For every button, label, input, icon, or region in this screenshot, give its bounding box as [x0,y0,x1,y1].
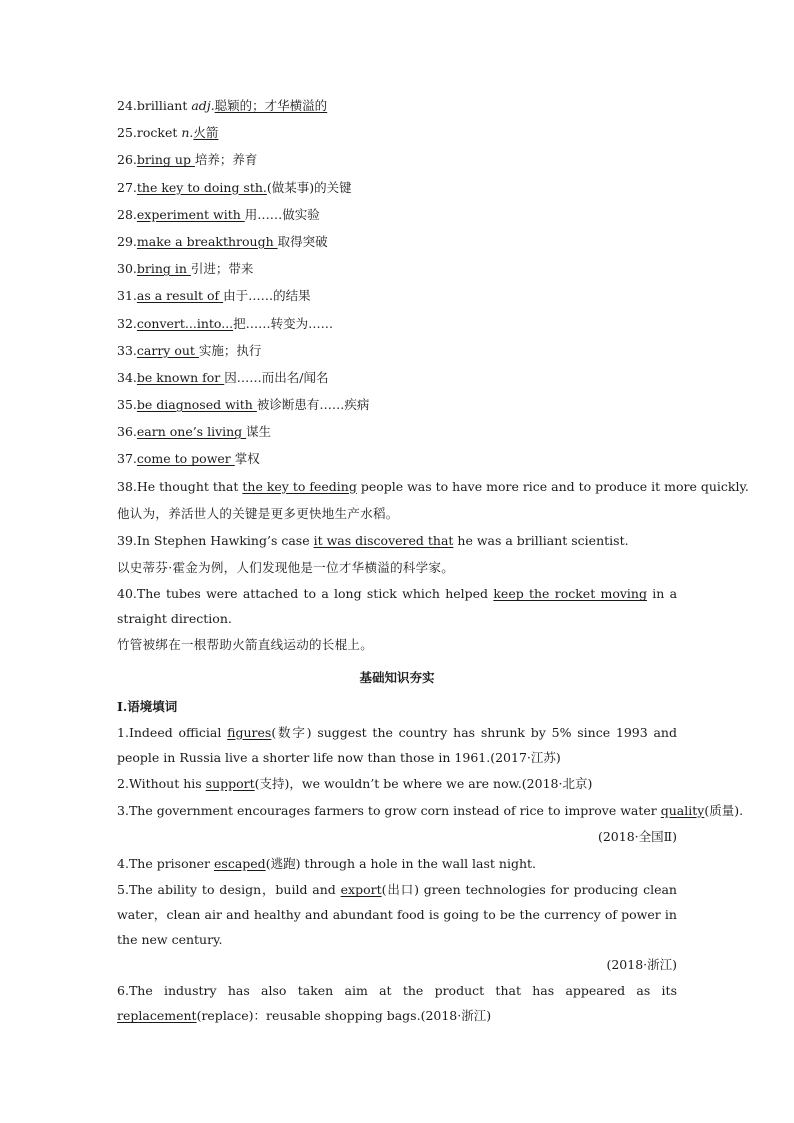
sentence-en: 38.He thought that the key to feeding people was to have more rice and to produce it more quickly. [117,478,749,494]
vocab-item: 37.come to power 掌权 [117,451,260,467]
sentence-list [117,473,749,659]
exercise-list [117,720,744,1029]
exercise-item: 3.The government encourages farmers to grow corn instead of rice to improve water quality(质量). [117,802,744,818]
vocab-item: 24.brilliant adj.聪颖的；才华横溢的 [117,98,328,113]
answer-blank: export [340,882,382,898]
section-heading: 基础知识夯实 [359,669,435,685]
answer-blank: support [205,775,255,791]
answer-blank: replacement [117,1008,197,1024]
vocab-item: 31.as a result of 由于……的结果 [117,288,311,304]
exercise-item: 4.The prisoner escaped(逃跑) through a hole in the wall last night. [117,855,536,871]
vocab-list [117,92,677,473]
vocab-item: 34.be known for 因……而出名/闻名 [117,369,329,385]
answer-blank: escaped [214,855,266,871]
vocab-item: 36.earn one’s living 谋生 [117,424,272,440]
vocab-item: 32.convert...into...把……转变为…… [117,315,334,331]
exercise-item: 2.Without his support(支持)，we wouldn’t be where we are now.(2018·北京) [117,775,593,791]
sentence-en: 39.In Stephen Hawking’s case it was discovered that he was a brilliant scientist. [117,533,629,548]
vocab-item: 26.bring up 培养；养育 [117,152,258,168]
answer-blank: quality [660,802,705,818]
vocab-item: 27.the key to doing sth.(做某事)的关键 [117,179,352,195]
sentence-zh: 他认为，养活世人的关键是更多更快地生产水稻。 [117,505,399,521]
document-page [117,92,749,1028]
sentence-zh: 以史蒂芬·霍金为例，人们发现他是一位才华横溢的科学家。 [117,560,455,576]
vocab-item: 28.experiment with 用……做实验 [117,206,320,222]
exercise-source: (2018·全国Ⅱ) [597,828,677,844]
vocab-item: 33.carry out 实施；执行 [117,342,262,358]
sentence-zh: 竹管被绑在一根帮助火箭直线运动的长棍上。 [117,637,374,653]
vocab-item: 30.bring in 引进；带来 [117,261,254,277]
subsection-title: Ⅰ.语境填词 [117,698,178,714]
exercise-item: 6.The industry has also taken aim at the product that has appeared as its replacement(replace)：reusable shopping bags.(2018·浙江) [117,983,677,1024]
exercise-source: (2018·浙江) [606,957,677,973]
sentence-en: 40.The tubes were attached to a long stick which helped keep the rocket moving in a straight direction. [117,586,678,627]
vocab-item: 25.rocket n.火箭 [117,125,219,141]
exercise-item: 5.The ability to design，build and export(出口) green technologies for producing clean water，clean air and healthy and abundant food is going to be the currency of power in the new century. [117,882,677,948]
vocab-item: 35.be diagnosed with 被诊断患有……疾病 [117,397,370,413]
vocab-item: 29.make a breakthrough 取得突破 [117,233,328,249]
answer-blank: figures [227,724,272,740]
exercise-item: 1.Indeed official figures(数字) suggest the country has shrunk by 5% since 1993 and people in Russia live a shorter life now than those in 1961.(2017·江苏) [117,724,677,765]
